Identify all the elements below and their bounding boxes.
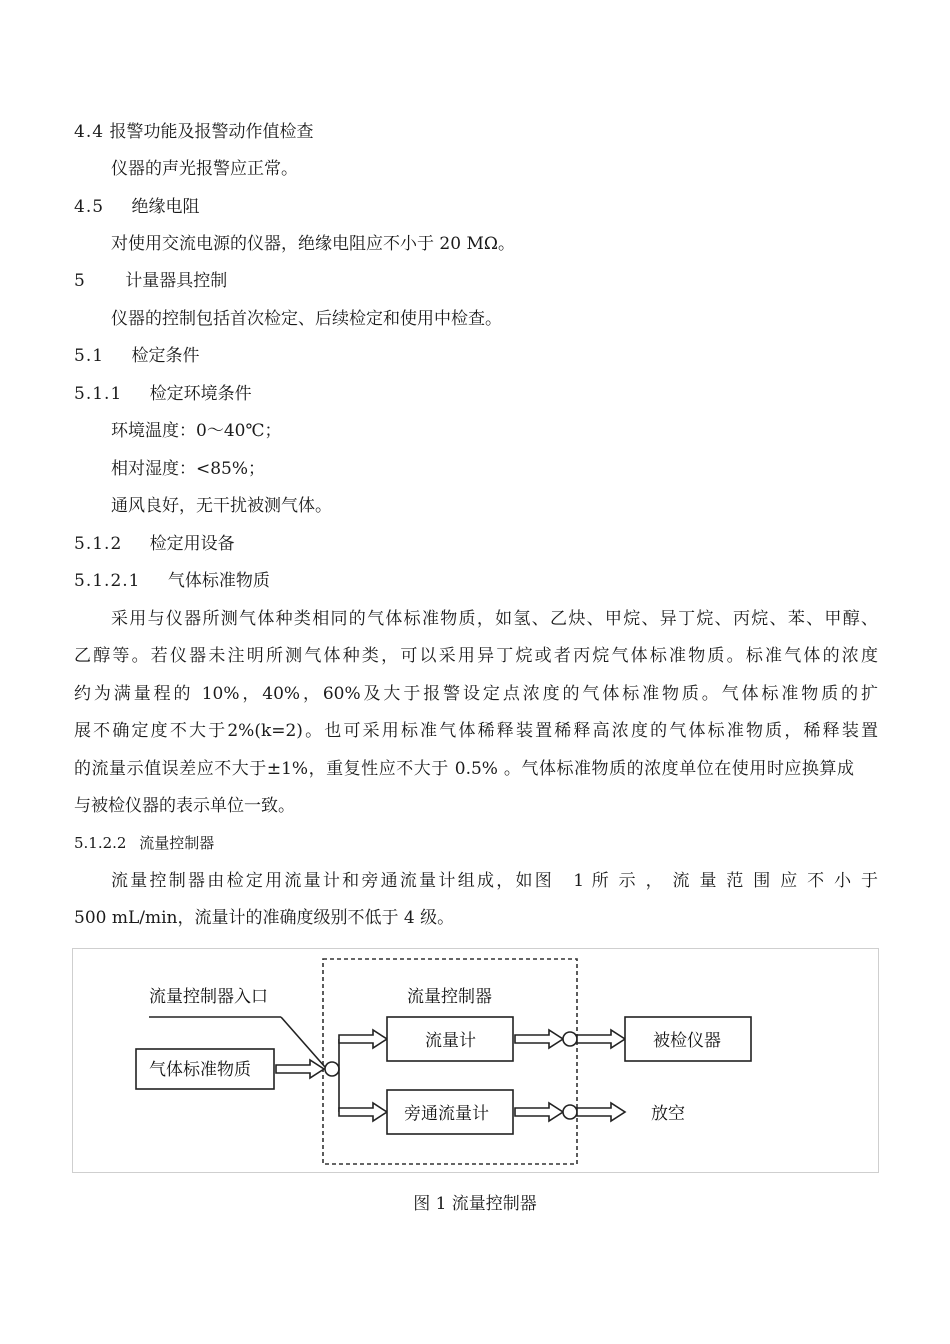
section-number: 4.5 <box>74 197 105 217</box>
arrow <box>577 1030 625 1048</box>
arrow <box>515 1103 563 1121</box>
list-item: 通风良好，无干扰被测气体。 <box>111 496 332 516</box>
paragraph-text: 乙醇等。若仪器未注明所测气体种类，可以采用异丁烷或者丙烷气体标准物质。标准气体的浓度 <box>74 646 878 666</box>
junction-circle <box>325 1062 339 1076</box>
paragraph-4-5: 对使用交流电源的仪器，绝缘电阻应不小于 20 MΩ。 <box>111 234 515 254</box>
paragraph-line <box>74 758 854 780</box>
paragraph-4-4: 仪器的声光报警应正常。 <box>111 159 298 179</box>
paragraph-line <box>74 645 878 667</box>
bypass-flowmeter-label: 旁通流量计 <box>404 1104 489 1124</box>
heading-4-4 <box>74 121 313 143</box>
heading-5-1-1 <box>74 383 252 405</box>
section-title: 检定环境条件 <box>149 384 252 404</box>
section-number: 5.1.1 <box>74 384 123 404</box>
arrow <box>339 1103 387 1121</box>
figure-caption: 图 1 流量控制器 <box>413 1194 537 1214</box>
section-title: 绝缘电阻 <box>131 197 200 217</box>
controller-label: 流量控制器 <box>407 987 492 1007</box>
section-number: 5.1 <box>74 346 105 366</box>
vent-label: 放空 <box>651 1104 685 1124</box>
paragraph-text: 采用与仪器所测气体种类相同的气体标准物质，如氢、乙炔、甲烷、异丁烷、丙烷、苯、甲醇、 <box>111 609 878 629</box>
flowmeter-label: 流量计 <box>425 1031 476 1051</box>
heading-5-1-2-2 <box>74 832 214 854</box>
paragraph-line <box>74 683 878 705</box>
list-item: 相对湿度：<85%； <box>111 459 266 479</box>
arrow <box>339 1030 387 1048</box>
heading-5-1-2-1 <box>74 570 270 592</box>
valve-circle <box>563 1105 577 1119</box>
list-item: 环境温度：0～40℃； <box>111 421 282 441</box>
inlet-line <box>281 1017 325 1067</box>
valve-circle <box>563 1032 577 1046</box>
section-title: 检定用设备 <box>149 534 235 554</box>
heading-5-1 <box>74 345 199 367</box>
section-number: 5.1.2.1 <box>74 571 141 591</box>
section-title: 报警功能及报警动作值检查 <box>109 122 314 142</box>
section-title: 气体标准物质 <box>167 571 270 591</box>
paragraph-text: 流量控制器由检定用流量计和旁通流量计组成，如图 1 所 示 ， 流 量 范 围 应 不 小 于 <box>111 871 878 891</box>
paragraph-text: 展不确定度不大于2%(k=2)。也可采用标准气体稀释装置稀释高浓度的气体标准物质，稀释装置 <box>74 721 878 741</box>
flow-controller-diagram <box>73 949 880 1174</box>
section-number: 5.1.2 <box>74 534 123 554</box>
heading-5 <box>74 270 227 292</box>
section-title: 流量控制器 <box>139 834 215 852</box>
arrow <box>577 1103 625 1121</box>
gas-standard-label: 气体标准物质 <box>149 1060 251 1080</box>
heading-5-1-2 <box>74 533 235 555</box>
heading-4-5 <box>74 196 199 218</box>
section-title: 检定条件 <box>131 346 200 366</box>
paragraph-line <box>111 870 878 892</box>
inlet-label: 流量控制器入口 <box>149 987 268 1007</box>
section-number: 4.4 <box>74 122 105 142</box>
section-number: 5.1.2.2 <box>74 834 127 852</box>
paragraph-line: 与被检仪器的表示单位一致。 <box>74 796 295 816</box>
paragraph-line <box>74 720 878 742</box>
paragraph-text: 约为满量程的 10%，40%，60%及大于报警设定点浓度的气体标准物质。气体标准物质的扩 <box>74 684 878 704</box>
instrument-label: 被检仪器 <box>653 1031 721 1051</box>
arrow <box>276 1060 324 1078</box>
paragraph-5: 仪器的控制包括首次检定、后续检定和使用中检查。 <box>111 309 502 329</box>
paragraph-text: 的流量示值误差应不大于±1%，重复性应不大于 0.5% 。气体标准物质的浓度单位在使用时应换算成 <box>74 759 854 779</box>
flow-controller-figure <box>72 948 879 1173</box>
paragraph-line <box>111 608 878 630</box>
paragraph-line: 500 mL/min，流量计的准确度级别不低于 4 级。 <box>74 908 455 928</box>
section-number: 5 <box>74 271 86 291</box>
arrow <box>515 1030 563 1048</box>
section-title: 计量器具控制 <box>125 271 228 291</box>
